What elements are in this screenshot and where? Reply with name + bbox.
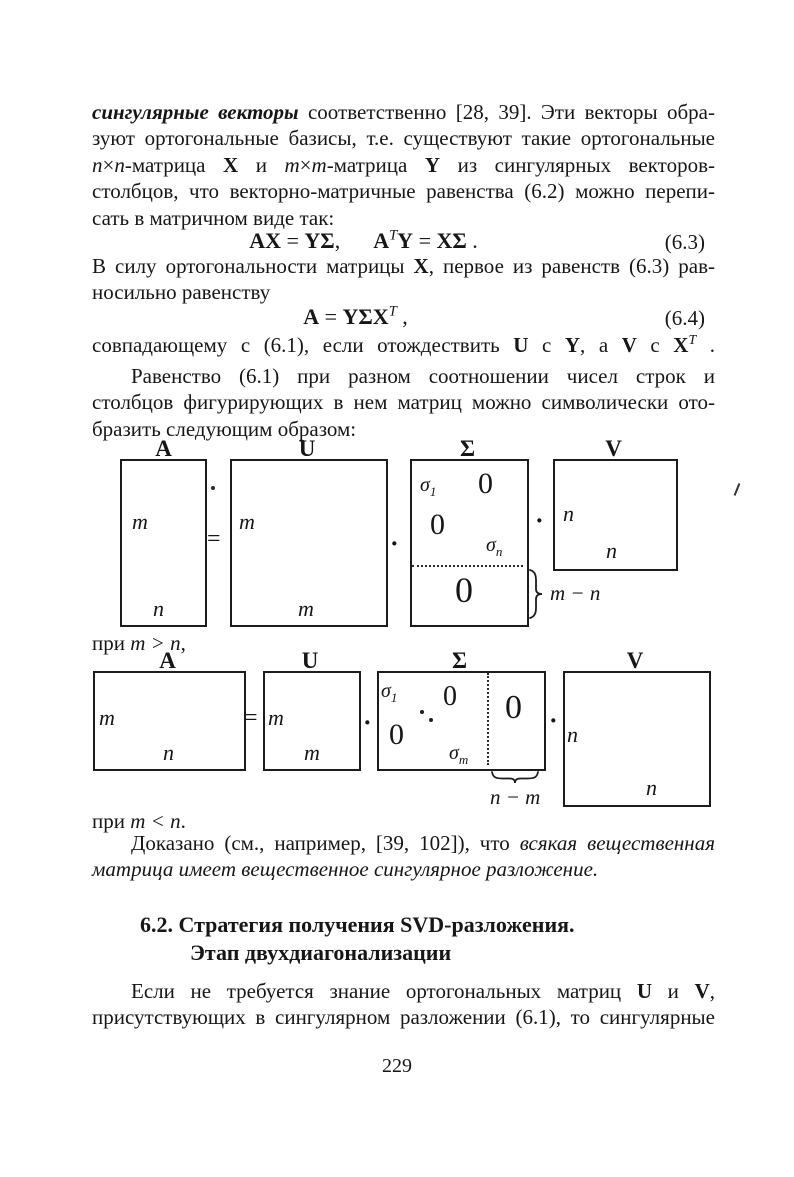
text-line [92, 363, 715, 389]
paragraph-symbolic-form [92, 363, 715, 442]
text-run: T [388, 303, 397, 320]
sigma-1 [381, 681, 397, 704]
text-run: YΣ [304, 228, 335, 253]
text-run: X [413, 254, 429, 278]
text-line [92, 856, 715, 882]
matrix-v-rows: n [567, 722, 578, 747]
under-brace [491, 771, 539, 784]
brace-dimension-label: m − n [550, 581, 601, 605]
text-run: = [319, 304, 343, 329]
equation-6-3-number: (6.3) [664, 230, 705, 254]
text-run: U [513, 333, 529, 357]
section-heading-line2: Этап двухдиагонализации [190, 940, 452, 965]
text-line [92, 125, 715, 151]
text-run: × [299, 152, 312, 177]
sigma-1 [420, 475, 436, 498]
matrix-v-cols: n [606, 538, 617, 563]
text-run: . [696, 333, 715, 357]
sigma-symbol: σ [420, 474, 430, 496]
zero-right-block: 0 [505, 689, 522, 726]
text-run: Y [397, 228, 414, 253]
scan-artifact-mark [734, 483, 741, 496]
sigma-1-subscript: 1 [390, 690, 398, 705]
equation-6-4-body [44, 303, 667, 331]
text-run: при [92, 631, 131, 655]
text-run: m [284, 152, 300, 177]
matrix-u-label: U [298, 436, 316, 461]
paragraph-proved [92, 830, 715, 883]
text-run: сингулярные векторы [92, 100, 299, 124]
text-run: = [281, 228, 305, 253]
matrix-a-rows: m [132, 509, 148, 534]
text-run: столбцов, что векторно-матричные равенства (6.2) можно перепи- [92, 179, 715, 204]
text-run: m [311, 152, 327, 177]
multiply-dot: · [390, 529, 399, 558]
text-run: n [92, 152, 103, 177]
text-run: X [673, 333, 689, 357]
diagonal-dots [420, 710, 424, 714]
matrix-sigma-label: Σ [459, 436, 476, 461]
matrix-u-cols: m [304, 740, 320, 765]
text-run: носильно равенству [92, 280, 271, 305]
text-line [92, 332, 715, 358]
text-run: -матрица [124, 152, 224, 177]
text-run: с [528, 333, 565, 357]
text-line [92, 99, 715, 125]
text-run: В силу ортогональности матрицы [92, 254, 414, 278]
text-line [92, 830, 715, 856]
sigma-symbol: σ [381, 680, 391, 702]
equation-6-4-number: (6.4) [664, 306, 705, 330]
text-line [92, 253, 715, 279]
text-run: U [636, 979, 653, 1003]
text-run: -матрица [326, 152, 425, 177]
matrix-a-label: A [155, 436, 172, 461]
text-line [92, 389, 715, 415]
equals-sign: = [244, 705, 258, 731]
equals-sign: = [207, 526, 221, 552]
zero-mid-left: 0 [430, 508, 445, 541]
zero-top: 0 [443, 681, 457, 712]
sigma-partition-line [412, 565, 523, 567]
text-run: T [688, 332, 697, 347]
matrix-v-cols: n [646, 775, 657, 800]
zero-top-right: 0 [478, 467, 493, 500]
text-run: присутствующих в сингулярном разложении (6.1), то сингулярные [92, 1005, 715, 1030]
text-run: , [709, 979, 715, 1003]
equation-6-3 [92, 227, 715, 255]
text-run: A [373, 228, 390, 253]
matrix-a-cols: n [163, 740, 174, 765]
text-run: Y [564, 333, 581, 357]
matrix-u-cols: m [298, 596, 314, 621]
matrix-v-rows: n [563, 501, 574, 526]
text-run: , [334, 228, 374, 253]
scan-artifact-dot [211, 486, 215, 490]
sigma-n-subscript: n [495, 544, 503, 559]
text-run: Равенство (6.1) при разном соотношении чисел строк и [131, 364, 715, 388]
matrix-v-label: V [605, 436, 622, 461]
matrix-v-label: V [626, 648, 644, 673]
diagonal-dots [429, 718, 433, 722]
equation-6-3-body [52, 227, 675, 255]
zero-bottom-left: 0 [389, 718, 404, 751]
text-run: . [180, 809, 186, 833]
text-run: из сингулярных векторов- [440, 152, 715, 177]
text-line [92, 279, 715, 305]
text-run: n [114, 152, 125, 177]
text-run: зуют ортогональные базисы, т.е. существуют такие ортогональные [92, 126, 715, 151]
multiply-dot: · [535, 506, 544, 535]
text-line [92, 978, 715, 1004]
text-run: с [636, 333, 674, 357]
text-run: m < n [130, 809, 181, 833]
page-number: 229 [382, 1055, 412, 1077]
text-line [92, 178, 715, 204]
text-run: , а [580, 333, 622, 357]
sigma-n [486, 535, 502, 558]
text-run: при [92, 809, 131, 833]
matrix-u-rows: m [239, 509, 255, 534]
sigma-symbol: σ [449, 742, 459, 764]
text-run: X [223, 152, 239, 177]
matrix-sigma-label: Σ [451, 648, 468, 673]
text-run: . [466, 228, 478, 253]
sigma-partition-line [487, 673, 489, 765]
text-run: XΣ [436, 228, 467, 253]
text-run: Доказано (см., например, [39, 102]), что [131, 831, 520, 855]
sigma-symbol: σ [486, 534, 496, 556]
paragraph-singular-vectors [92, 99, 715, 231]
text-run: и [238, 152, 285, 177]
text-run: матрица имеет вещественное сингулярное разложение. [92, 857, 599, 882]
right-brace [528, 569, 544, 619]
matrix-u-rows: m [268, 705, 284, 730]
paragraph-orthogonality [92, 253, 715, 306]
text-run: V [694, 979, 710, 1003]
text-line [92, 1004, 715, 1030]
brace-dimension-label: n − m [490, 785, 541, 809]
text-run: сать в матричном виде так: [92, 205, 335, 230]
text-run: совпадающему с (6.1), если отождествить [92, 333, 514, 357]
matrix-v-box [563, 671, 711, 807]
text-run: Если не требуется знание ортогональных матриц [131, 979, 637, 1003]
matrix-a-rows: m [99, 705, 115, 730]
text-run: , [180, 631, 186, 655]
text-run: YΣX [342, 304, 389, 329]
text-run: бразить следующим образом: [92, 416, 357, 441]
sigma-m [449, 743, 468, 766]
text-run: , первое из равенств (6.3) рав- [428, 254, 716, 278]
text-run: T [389, 227, 398, 244]
text-run: и [652, 979, 695, 1003]
text-run: = [413, 228, 437, 253]
text-run: A [303, 304, 320, 329]
text-run: соответственно [28, 39]. Эти векторы обра- [298, 100, 715, 124]
text-run: V [621, 333, 637, 357]
sigma-1-subscript: 1 [429, 484, 437, 499]
paragraph-identify-uv [92, 332, 715, 358]
sigma-m-subscript: m [458, 752, 469, 767]
multiply-dot: · [549, 706, 558, 735]
text-run: , [396, 304, 408, 329]
text-line [92, 152, 715, 178]
matrix-a-cols: n [153, 596, 164, 621]
text-run: × [102, 152, 115, 177]
multiply-dot: · [363, 708, 372, 737]
matrix-u-label: U [301, 648, 319, 673]
section-heading-line1: 6.2. Стратегия получения SVD-разложения. [140, 912, 575, 937]
equation-6-4 [92, 303, 715, 331]
text-run: AX [249, 228, 281, 253]
zero-bottom-block: 0 [455, 570, 473, 610]
paragraph-strategy-intro [92, 978, 715, 1031]
text-run: всякая вещественная [519, 831, 715, 855]
text-run: Y [424, 152, 441, 177]
text-run: столбцов фигурирующих в нем матриц можно символически ото- [92, 390, 715, 415]
text-run: m > n [130, 631, 181, 655]
matrix-a-label: A [159, 648, 176, 673]
